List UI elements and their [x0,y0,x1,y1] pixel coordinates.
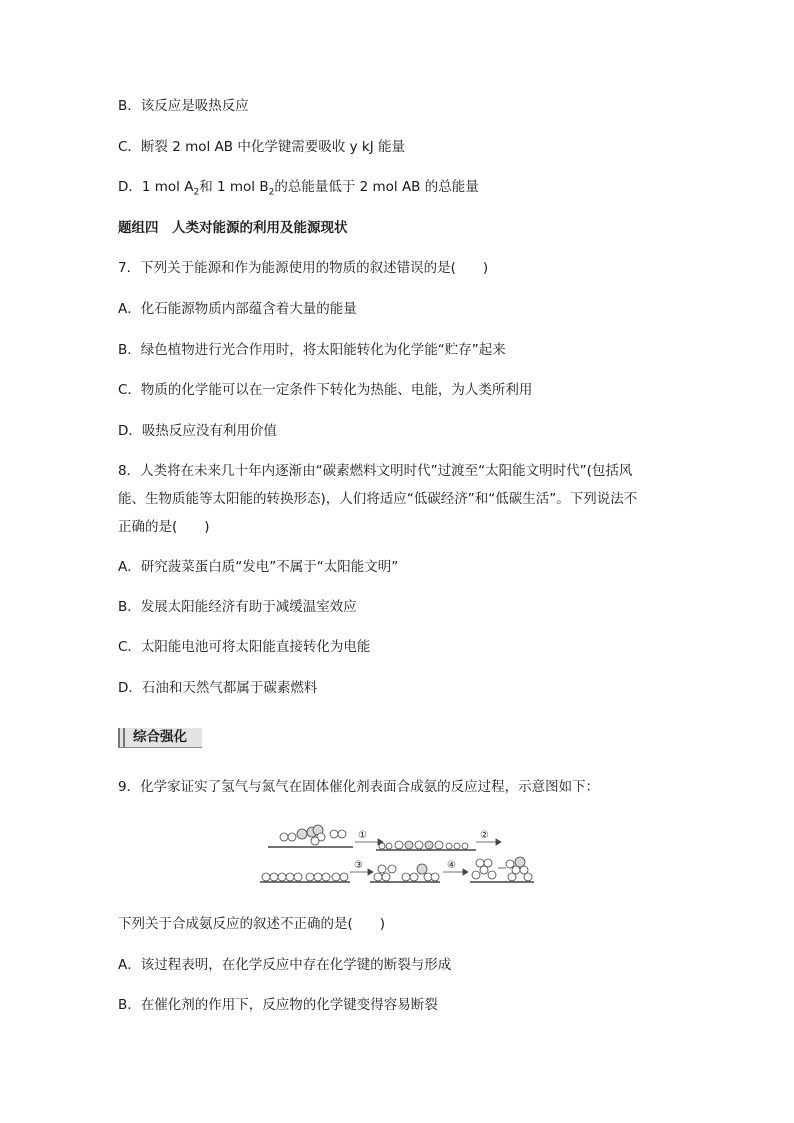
question-7: 7．下列关于能源和作为能源使用的物质的叙述错误的是( ) [118,260,489,276]
option-d-q8: D．石油和天然气都属于碳素燃料 [118,680,318,696]
molecules-stage-0 [280,825,346,845]
arrow-3-head [368,869,373,875]
option-a-q9: A．该过程表明，在化学反应中存在化学键的断裂与形成 [118,957,452,973]
question-8-line-1: 8．人类将在未来几十年内逐渐由“碳素燃料文明时代”过渡至“太阳能文明时代”(包括风 [118,463,633,479]
option-c-q7: C．物质的化学能可以在一定条件下转化为热能、电能，为人类所利用 [118,382,533,398]
molecules-stage-4 [472,857,532,881]
question-8-line-2: 能、生物质能等太阳能的转换形态)，人们将适应“低碳经济”和“低碳生活”。下列说法不 [118,491,638,507]
step-label-4: ④ [447,860,456,871]
option-b-q6: B．该反应是吸热反应 [118,98,249,114]
step-label-2: ② [480,830,489,841]
molecules-stage-2 [262,873,348,881]
arrow-2-head [496,839,501,845]
step-label-3: ③ [354,860,363,871]
molecules-stage-3 [374,864,439,881]
option-d-q6-sub2: 2 [268,187,275,198]
option-d-q6-part2: 和 1 mol B [199,179,269,195]
option-b-q9: B．在催化剂的作用下，反应物的化学键变得容易断裂 [118,997,438,1013]
option-b-q8: B．发展太阳能经济有助于减缓温室效应 [118,599,357,615]
group-heading-4: 题组四 人类对能源的利用及能源现状 [118,220,348,236]
molecules-stage-1 [379,841,468,849]
section-bar-right [123,728,125,747]
option-d-q6 [118,177,479,203]
section-heading [118,728,202,747]
arrow-4-head [463,869,468,875]
question-9-stem: 下列关于合成氨反应的叙述不正确的是( ) [118,916,386,932]
section-bar-left [118,728,120,747]
option-d-q6-part3: 的总能量低于 2 mol AB 的总能量 [274,179,479,195]
option-b-q7: B．绿色植物进行光合作用时，将太阳能转化为化学能“贮存”起来 [118,342,506,358]
step-label-1: ① [358,830,367,841]
section-label: 综合强化 [133,729,187,745]
option-c-q6: C．断裂 2 mol AB 中化学键需要吸收 y kJ 能量 [118,139,405,155]
option-c-q8: C．太阳能电池可将太阳能直接转化为电能 [118,639,371,655]
option-d-q6-sub1: 2 [193,187,200,198]
question-9: 9．化学家证实了氢气与氮气在固体催化剂表面合成氨的反应过程，示意图如下： [118,779,600,795]
option-d-q7: D．吸热反应没有利用价值 [118,423,277,439]
option-d-q6-part1: D．1 mol A [118,179,194,195]
option-a-q7: A．化石能源物质内部蕴含着大量的能量 [118,301,357,317]
section-underline [118,747,202,748]
question-8-line-3: 正确的是( ) [118,519,210,535]
ammonia-synthesis-diagram [258,820,538,890]
option-a-q8: A．研究菠菜蛋白质“发电”不属于“太阳能文明” [118,559,399,575]
